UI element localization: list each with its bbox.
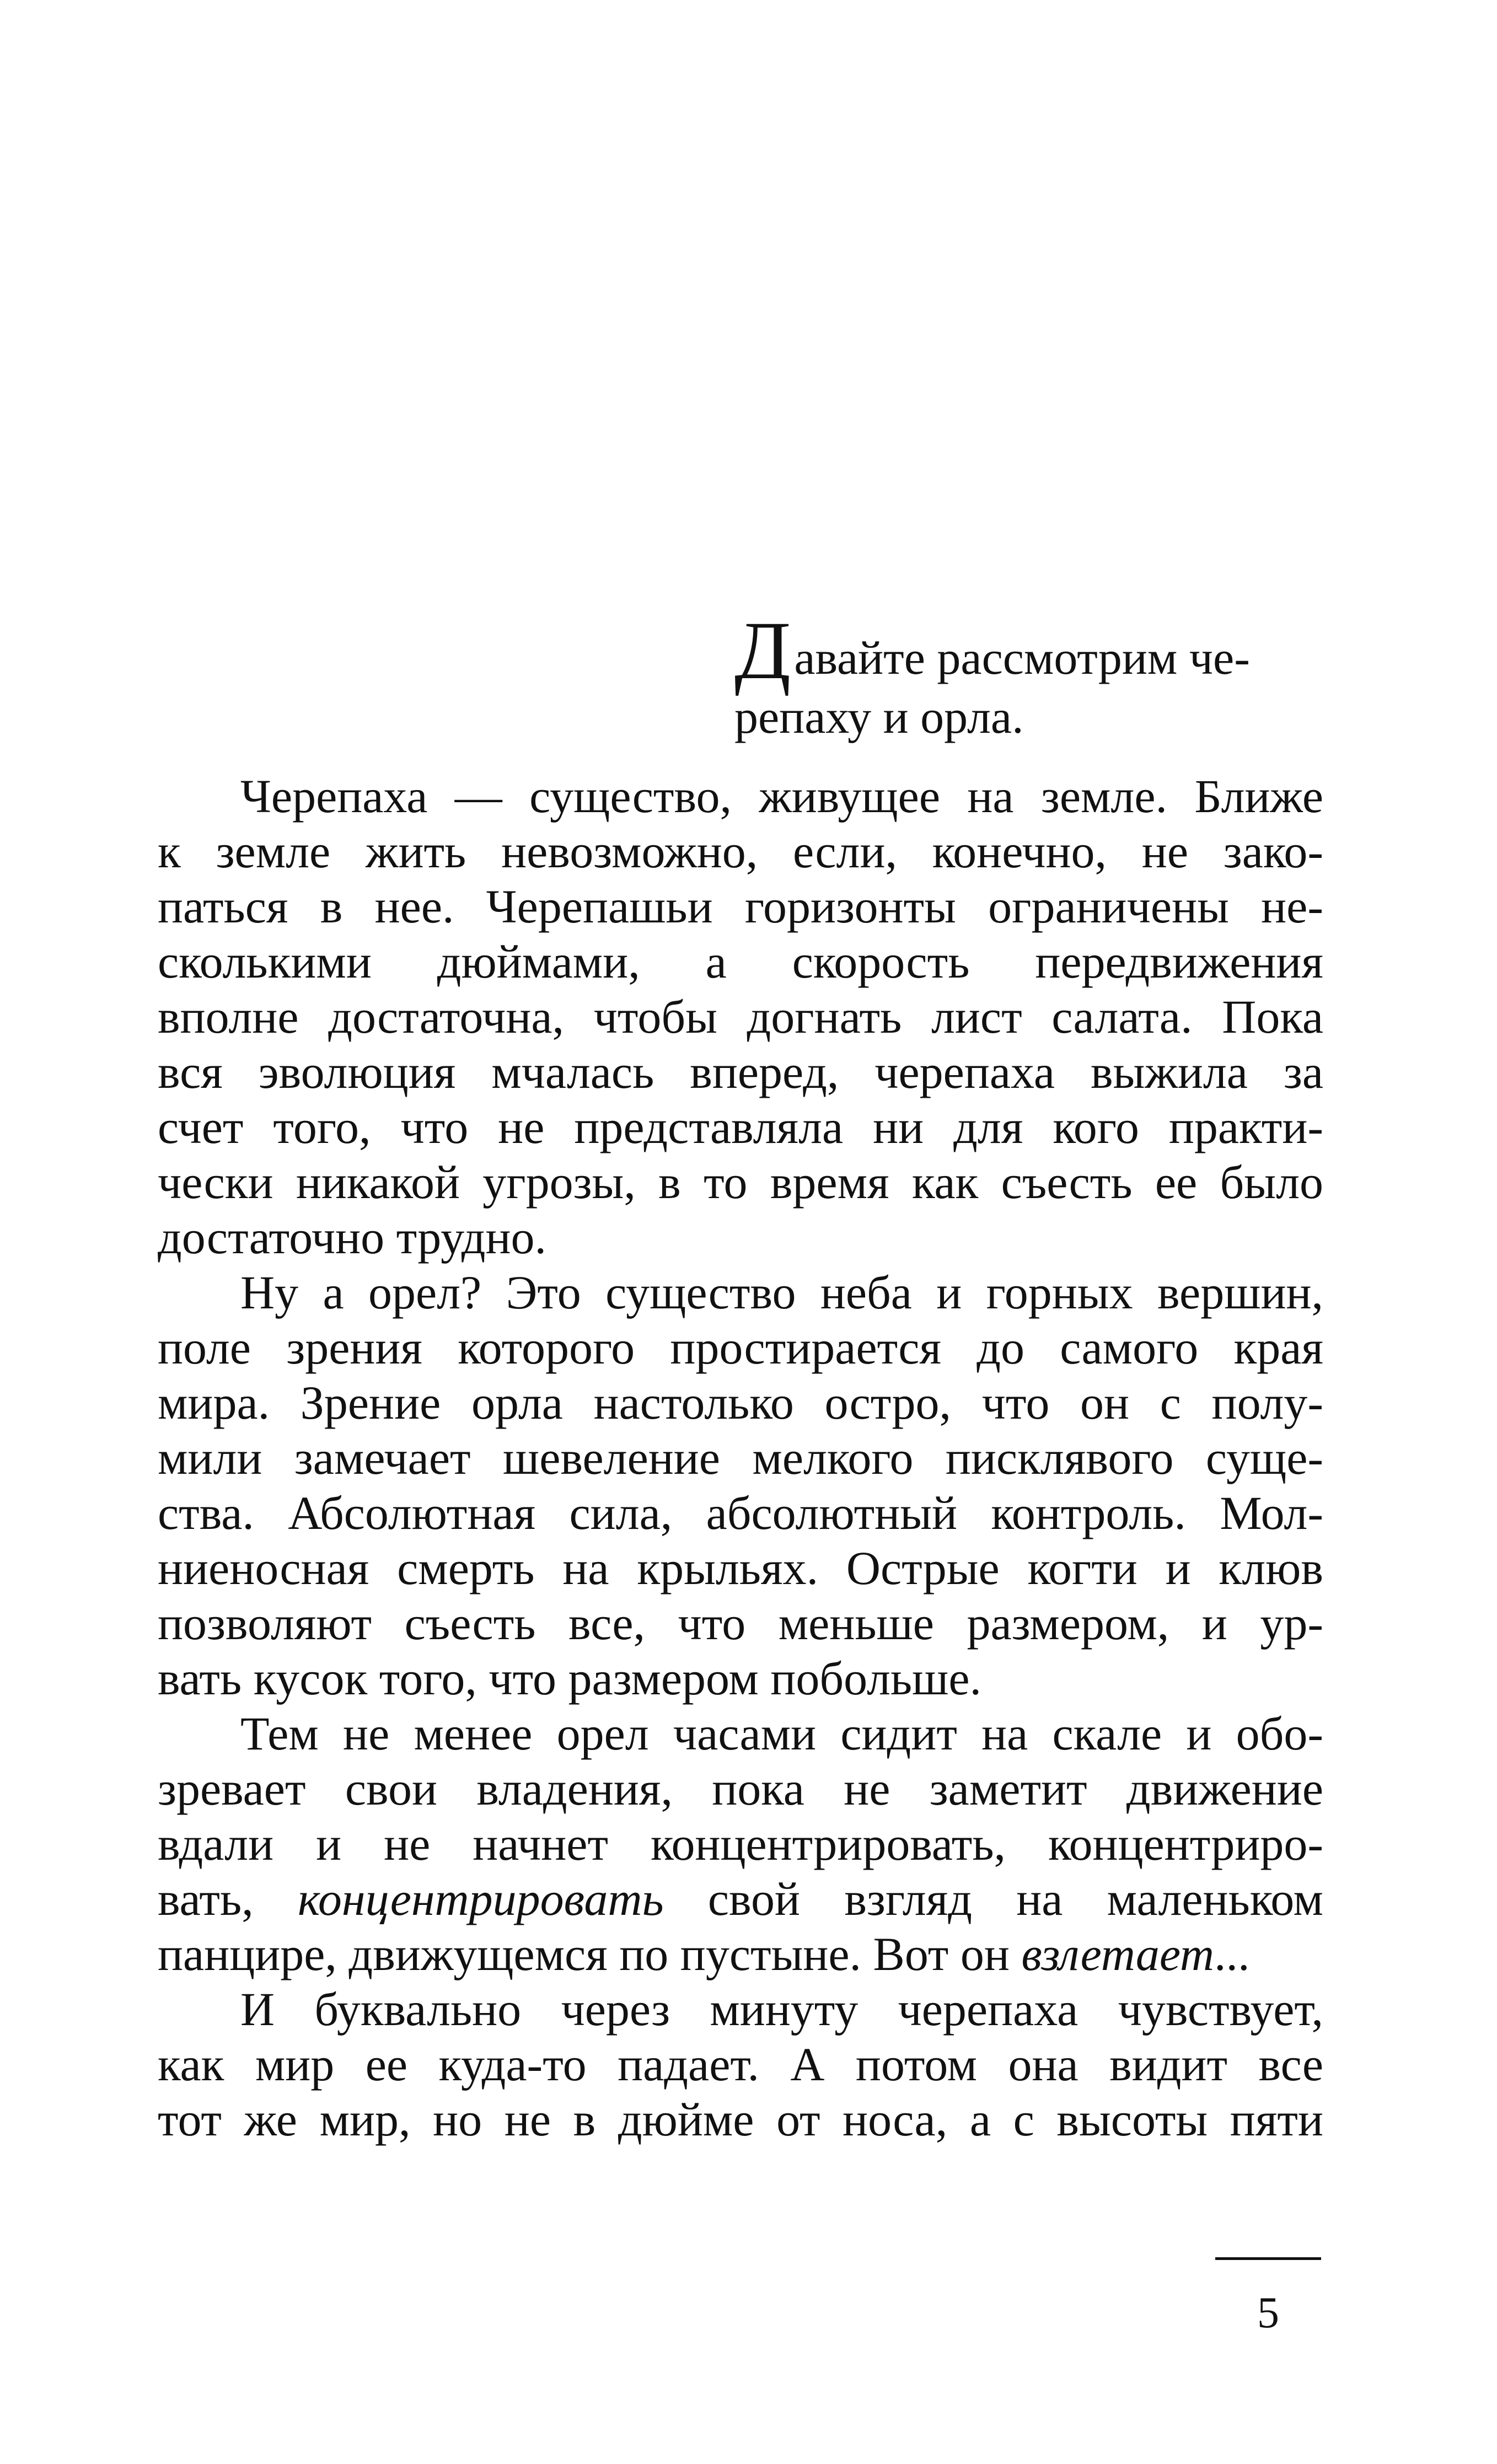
text-line: Черепаха — существо, живущее на земле. Ближе [240,770,1323,823]
chapter-opening [734,605,1323,744]
text-line: чески никакой угрозы, в то время как съесть ее было [158,1156,1323,1209]
opening-line-2: репаху и орла. [734,690,1024,743]
text-line: И буквально через минуту черепаха чувствует, [240,1983,1323,2036]
text-line [158,1926,1323,1982]
text-line: сколькими дюймами, а скорость передвижения [158,935,1323,988]
text-segment: панцире, движущемся по пустыне. Вот он [158,1928,1022,1980]
text-line: мили замечает шевеление мелкого писклявого суще- [158,1431,1323,1484]
text-line: Тем не менее орел часами сидит на скале и обо- [240,1707,1323,1760]
text-line: вдали и не начнет концентрировать, концентриро- [158,1817,1323,1870]
text-line: как мир ее куда-то падает. А потом она видит все [158,2038,1323,2091]
text-line: Ну а орел? Это существо неба и горных вершин, [240,1266,1323,1319]
drop-cap: Д [734,605,791,696]
emphasized-word: взлетает [1021,1928,1214,1980]
text-line: паться в нее. Черепашьи горизонты ограничены не- [158,880,1323,933]
opening-line-1-text: авайте рассмотрим че- [794,631,1250,684]
page-number: 5 [1257,2289,1279,2337]
text-line: достаточно трудно. [158,1211,547,1264]
text-line: позволяют съесть все, что меньше размером, и ур- [158,1597,1323,1650]
text-segment: свой взгляд на маленьком [663,1872,1323,1925]
footer-rule [1215,2257,1321,2260]
emphasized-word: концентрировать [297,1872,664,1925]
opening-line-1 [734,605,1323,696]
text-line: поле зрения которого простирается до самого края [158,1321,1323,1374]
text-line: ства. Абсолютная сила, абсолютный контроль. Мол- [158,1486,1323,1539]
text-line: вполне достаточна, чтобы догнать лист салата. Пока [158,990,1323,1043]
text-segment: вать, [158,1872,298,1925]
text-line: к земле жить невозможно, если, конечно, не зако- [158,825,1323,878]
text-line: ниеносная смерть на крыльях. Острые когти и клюв [158,1542,1323,1595]
body-text [158,769,1323,2147]
text-line: вать кусок того, что размером побольше. [158,1652,981,1705]
text-line: тот же мир, но не в дюйме от носа, а с высоты пяти [158,2093,1323,2146]
text-line: вся эволюция мчалась вперед, черепаха выжила за [158,1045,1323,1098]
text-line: зревает свои владения, пока не заметит движение [158,1762,1323,1815]
text-line: мира. Зрение орла настолько остро, что он с полу- [158,1376,1323,1429]
text-line [158,1871,1323,1926]
text-line: счет того, что не представляла ни для кого практи- [158,1101,1323,1153]
text-segment: ... [1214,1928,1250,1980]
